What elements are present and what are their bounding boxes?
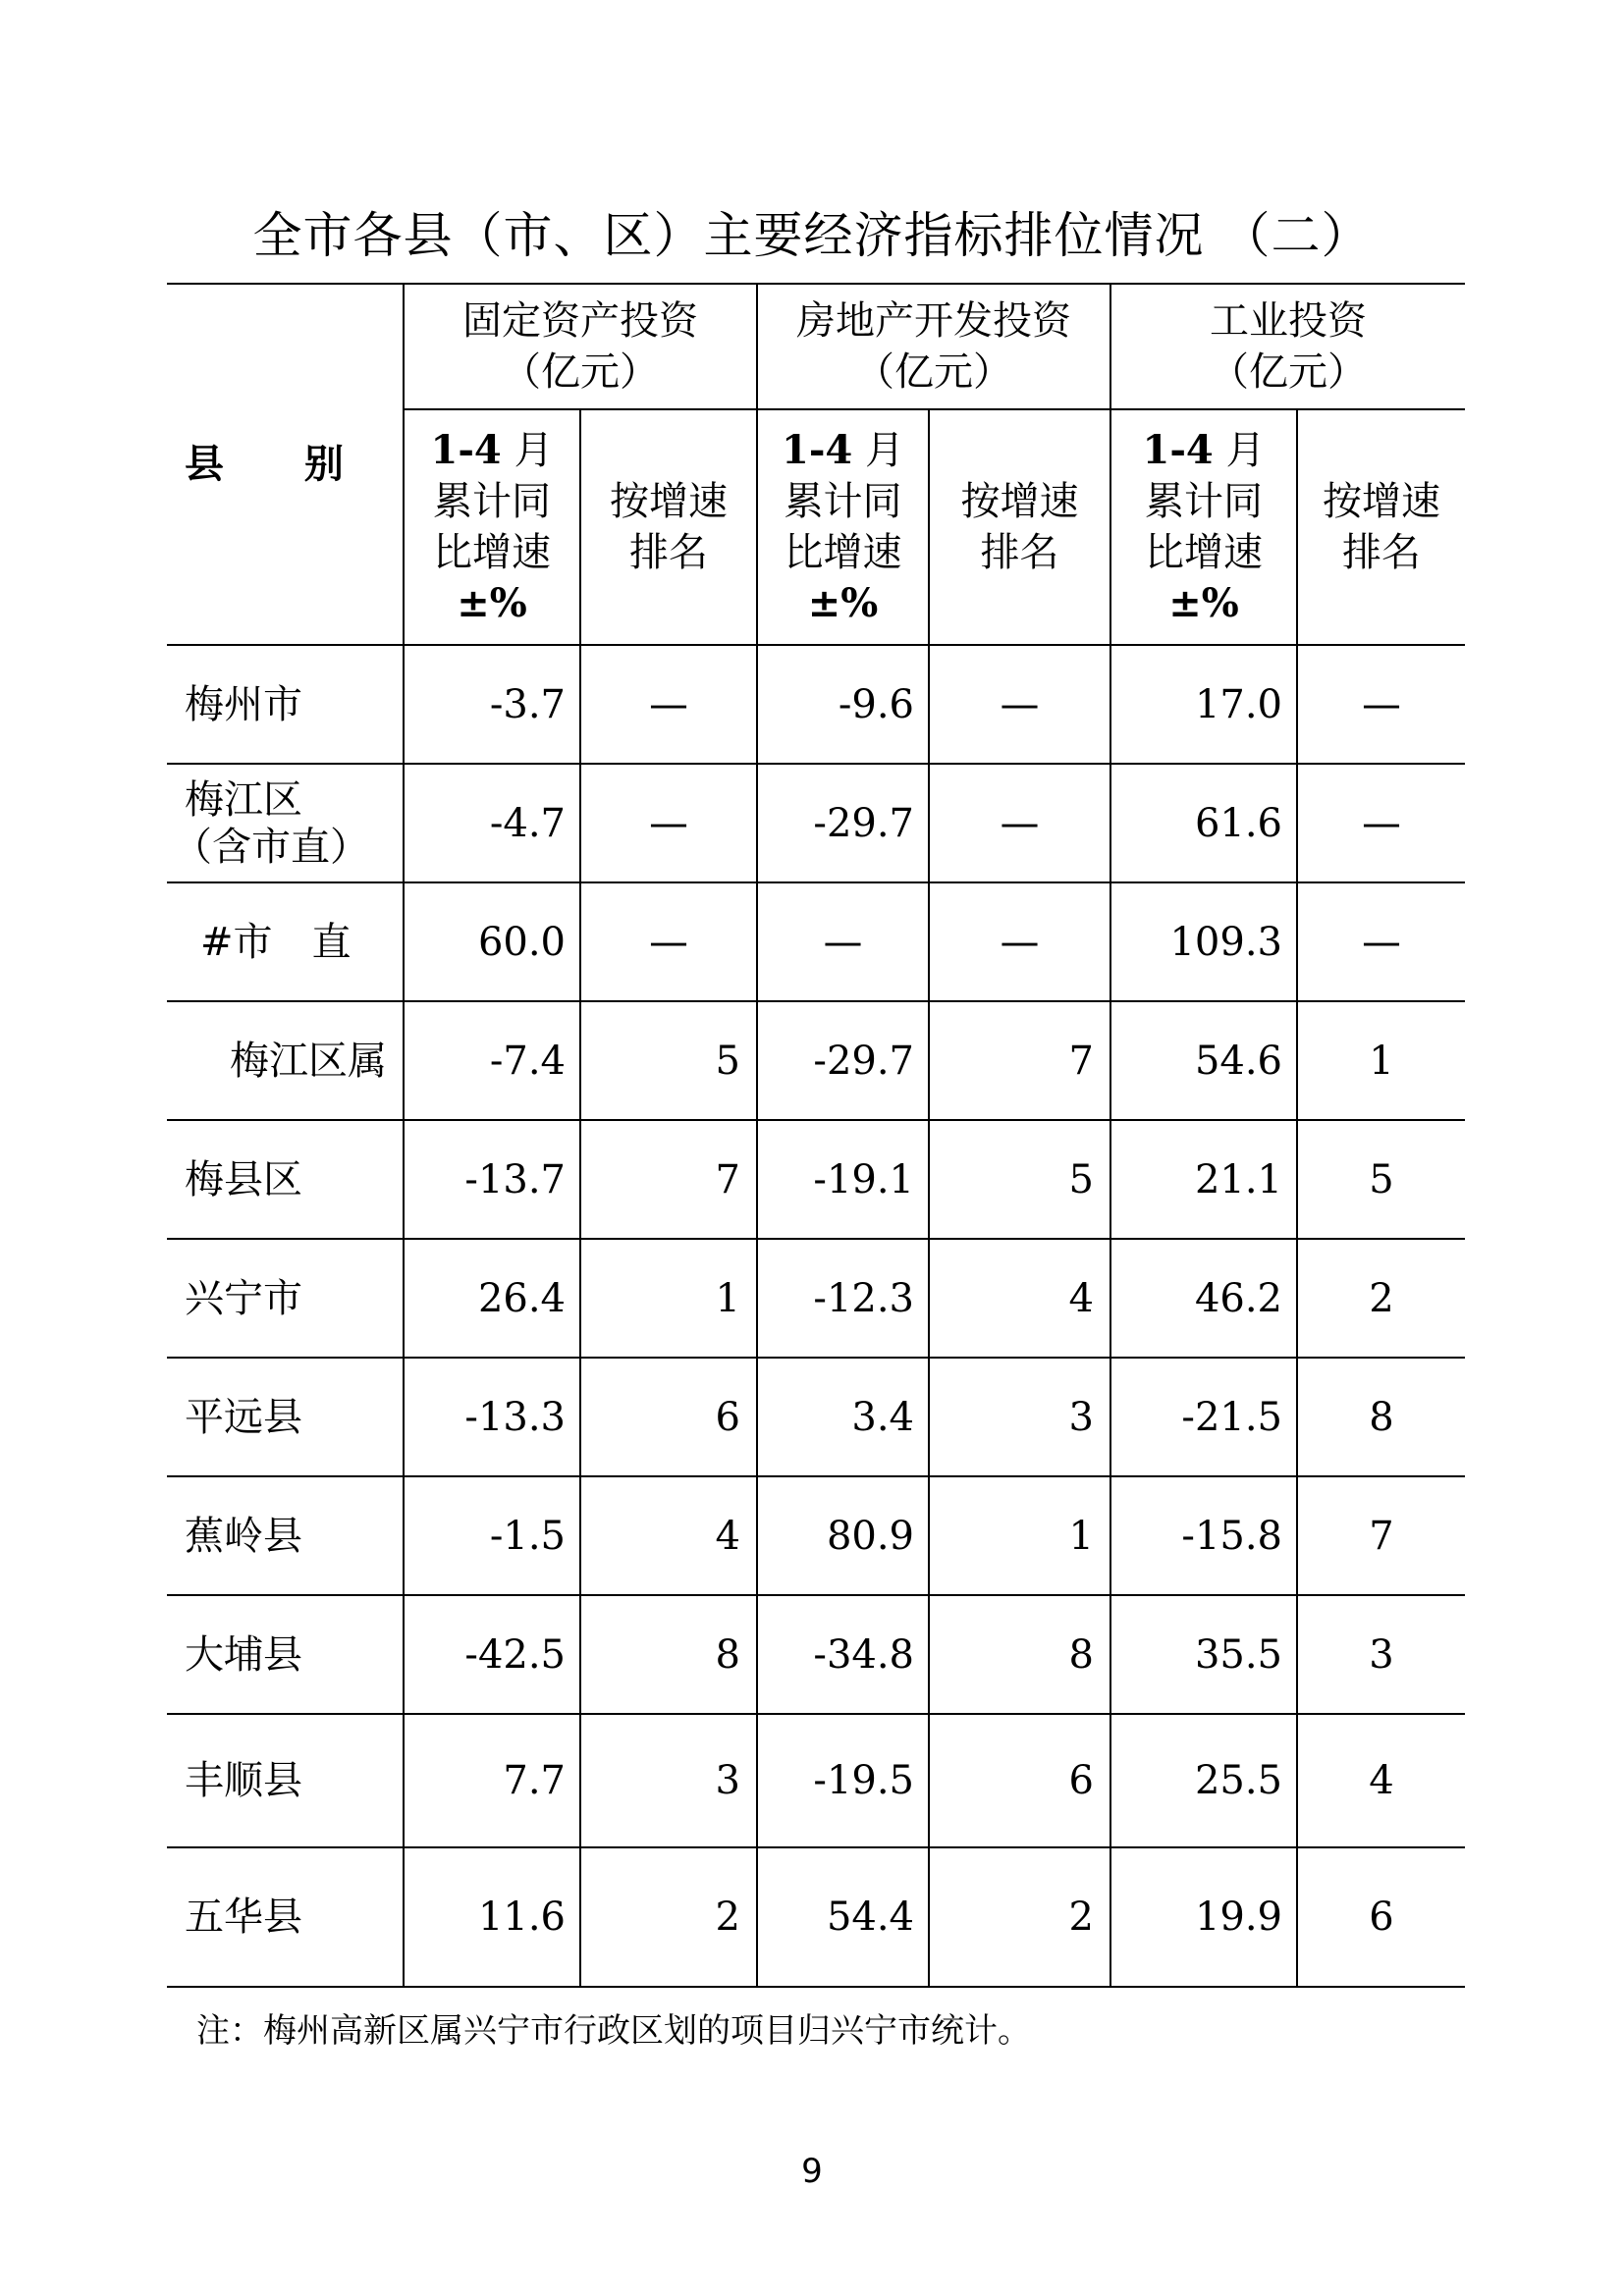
industrial-growth: 25.5 (1110, 1714, 1297, 1847)
fixed-asset-growth: -13.3 (404, 1358, 580, 1476)
fixed-asset-rank: 7 (580, 1120, 757, 1239)
real-estate-growth: — (757, 882, 929, 1001)
real-estate-rank: — (929, 882, 1110, 1001)
fixed-asset-growth: 7.7 (404, 1714, 580, 1847)
fixed-asset-growth: -13.7 (404, 1120, 580, 1239)
industrial-rank: 1 (1297, 1001, 1465, 1120)
rank-header-industrial: 按增速 排名 (1297, 409, 1465, 645)
county-name: 平远县 (167, 1358, 404, 1476)
real-estate-rank: 4 (929, 1239, 1110, 1358)
real-estate-rank: 3 (929, 1358, 1110, 1476)
industrial-growth: -15.8 (1110, 1476, 1297, 1595)
growth-header-real-estate: 1-4 月 累计同 比增速 ±% (757, 409, 929, 645)
fixed-asset-growth: -3.7 (404, 645, 580, 764)
industrial-rank: 4 (1297, 1714, 1465, 1847)
industrial-growth: 46.2 (1110, 1239, 1297, 1358)
fixed-asset-growth: -1.5 (404, 1476, 580, 1595)
real-estate-rank: 1 (929, 1476, 1110, 1595)
table-row (167, 1476, 1465, 1595)
table-row (167, 1847, 1465, 1987)
table-row (167, 1239, 1465, 1358)
industrial-rank: 7 (1297, 1476, 1465, 1595)
industrial-growth: 54.6 (1110, 1001, 1297, 1120)
table-row (167, 882, 1465, 1001)
industrial-rank: 3 (1297, 1595, 1465, 1714)
real-estate-growth: 54.4 (757, 1847, 929, 1987)
rank-header-real-estate: 按增速 排名 (929, 409, 1110, 645)
table-row (167, 1358, 1465, 1476)
page-title: 全市各县（市、区）主要经济指标排位情况 （二） (252, 207, 1372, 264)
industrial-rank: — (1297, 764, 1465, 882)
real-estate-rank: — (929, 764, 1110, 882)
fixed-asset-rank: 4 (580, 1476, 757, 1595)
table-row (167, 764, 1465, 882)
table-row (167, 1714, 1465, 1847)
real-estate-growth: 3.4 (757, 1358, 929, 1476)
real-estate-growth: 80.9 (757, 1476, 929, 1595)
county-name: 梅江区属 (167, 1001, 404, 1120)
table-row (167, 645, 1465, 764)
industrial-growth: 35.5 (1110, 1595, 1297, 1714)
county-name: 五华县 (167, 1847, 404, 1987)
fixed-asset-growth: 26.4 (404, 1239, 580, 1358)
county-name: 梅县区 (167, 1120, 404, 1239)
table-row (167, 1001, 1465, 1120)
page-number: 9 (801, 2152, 823, 2191)
real-estate-rank: 2 (929, 1847, 1110, 1987)
fixed-asset-growth: -42.5 (404, 1595, 580, 1714)
industrial-growth: 21.1 (1110, 1120, 1297, 1239)
group-header-industrial: 工业投资 （亿元） (1110, 284, 1465, 409)
real-estate-rank: 6 (929, 1714, 1110, 1847)
real-estate-rank: — (929, 645, 1110, 764)
county-name: 梅州市 (167, 645, 404, 764)
real-estate-growth: -29.7 (757, 1001, 929, 1120)
fixed-asset-rank: — (580, 645, 757, 764)
real-estate-growth: -12.3 (757, 1239, 929, 1358)
county-name: #市 直 (167, 882, 404, 1001)
group-header-fixed-asset: 固定资产投资 （亿元） (404, 284, 757, 409)
real-estate-growth: -9.6 (757, 645, 929, 764)
real-estate-growth: -29.7 (757, 764, 929, 882)
fixed-asset-rank: 3 (580, 1714, 757, 1847)
county-name: 梅江区 （含市直） (167, 764, 404, 882)
real-estate-rank: 7 (929, 1001, 1110, 1120)
county-name: 丰顺县 (167, 1714, 404, 1847)
real-estate-growth: -19.1 (757, 1120, 929, 1239)
real-estate-rank: 8 (929, 1595, 1110, 1714)
fixed-asset-growth: 11.6 (404, 1847, 580, 1987)
industrial-rank: 2 (1297, 1239, 1465, 1358)
industrial-growth: 61.6 (1110, 764, 1297, 882)
table-row (167, 1595, 1465, 1714)
industrial-rank: 6 (1297, 1847, 1465, 1987)
county-name: 蕉岭县 (167, 1476, 404, 1595)
fixed-asset-rank: 8 (580, 1595, 757, 1714)
industrial-rank: 5 (1297, 1120, 1465, 1239)
growth-header-fixed-asset: 1-4 月 累计同 比增速 ±% (404, 409, 580, 645)
group-header-real-estate: 房地产开发投资 （亿元） (757, 284, 1110, 409)
industrial-growth: -21.5 (1110, 1358, 1297, 1476)
indicator-table (167, 283, 1465, 1988)
industrial-rank: — (1297, 645, 1465, 764)
industrial-rank: — (1297, 882, 1465, 1001)
fixed-asset-rank: 5 (580, 1001, 757, 1120)
real-estate-growth: -34.8 (757, 1595, 929, 1714)
industrial-growth: 19.9 (1110, 1847, 1297, 1987)
county-header: 县 别 (167, 284, 404, 645)
fixed-asset-growth: -4.7 (404, 764, 580, 882)
rank-header-fixed-asset: 按增速 排名 (580, 409, 757, 645)
industrial-rank: 8 (1297, 1358, 1465, 1476)
real-estate-growth: -19.5 (757, 1714, 929, 1847)
industrial-growth: 17.0 (1110, 645, 1297, 764)
fixed-asset-rank: 6 (580, 1358, 757, 1476)
fixed-asset-rank: — (580, 764, 757, 882)
fixed-asset-rank: — (580, 882, 757, 1001)
fixed-asset-rank: 2 (580, 1847, 757, 1987)
fixed-asset-rank: 1 (580, 1239, 757, 1358)
industrial-growth: 109.3 (1110, 882, 1297, 1001)
growth-header-industrial: 1-4 月 累计同 比增速 ±% (1110, 409, 1297, 645)
fixed-asset-growth: 60.0 (404, 882, 580, 1001)
fixed-asset-growth: -7.4 (404, 1001, 580, 1120)
county-name: 大埔县 (167, 1595, 404, 1714)
footnote: 注：梅州高新区属兴宁市行政区划的项目归兴宁市统计。 (196, 2011, 1031, 2051)
real-estate-rank: 5 (929, 1120, 1110, 1239)
table-row (167, 1120, 1465, 1239)
county-name: 兴宁市 (167, 1239, 404, 1358)
